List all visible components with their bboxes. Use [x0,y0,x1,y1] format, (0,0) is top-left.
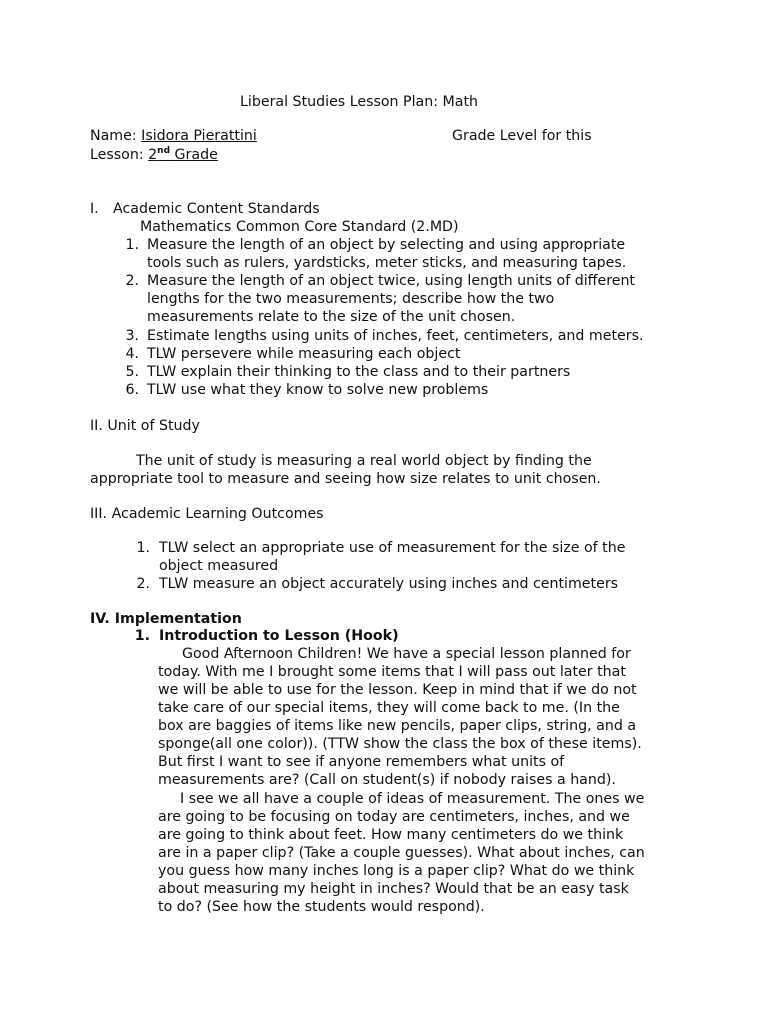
paragraph-line: sponge(all one color)). (TTW show the class the box of these items). [158,736,642,752]
section-1-heading: Academic Content Standards [113,201,320,217]
list-item-text: TLW measure an object accurately using inches and centimeters [159,576,619,592]
section-3-heading: III. Academic Learning Outcomes [90,506,324,522]
paragraph-line: measurements are? (Call on student(s) if nobody raises a hand). [158,772,616,788]
name-value: Isidora Pierattini [141,128,257,144]
grade-value-word: Grade [174,147,218,163]
subsection-number: 1. [134,628,150,644]
list-item-number: 5. [125,364,139,380]
paragraph-line: are going to think about feet. How many centimeters do we think [158,827,624,843]
paragraph-line: Good Afternoon Children! We have a special lesson planned for [182,646,631,662]
grade-level-label-cont: Lesson: [90,147,144,163]
grade-value [148,147,218,163]
list-item-text: object measured [159,558,279,574]
list-item-number: 1. [125,237,139,253]
list-item-text: tools such as rulers, yardsticks, meter sticks, and measuring tapes. [147,255,627,271]
list-item-text: Measure the length of an object by selecting and using appropriate [147,237,626,253]
list-item-text: Estimate lengths using units of inches, feet, centimeters, and meters. [147,328,644,344]
paragraph-line: are in a paper clip? (Take a couple guesses). What about inches, can [158,845,645,861]
list-item-text: TLW select an appropriate use of measurement for the size of the [159,540,626,556]
paragraph-line: we will be able to use for the lesson. Keep in mind that if we do not [158,682,637,698]
list-item-number: 2. [125,273,139,289]
list-item-text: TLW explain their thinking to the class and to their partners [147,364,571,380]
list-item-number: 6. [125,382,139,398]
section-1-subheading: Mathematics Common Core Standard (2.MD) [140,219,459,235]
paragraph-line: box are baggies of items like new pencils, paper clips, string, and a [158,718,637,734]
name-field [90,127,257,145]
list-item-number: 2. [136,576,150,592]
list-item-text: Measure the length of an object twice, using length units of different [147,273,635,289]
paragraph-line: take care of our special items, they will come back to me. (In the [158,700,620,716]
subsection-heading: Introduction to Lesson (Hook) [159,628,399,644]
list-item-number: 3. [125,328,139,344]
paragraph-line: I see we all have a couple of ideas of measurement. The ones we [180,791,645,807]
paragraph-line: appropriate tool to measure and seeing how size relates to unit chosen. [90,471,601,487]
list-item-text: measurements relate to the size of the unit chosen. [147,309,516,325]
list-item-number: 1. [136,540,150,556]
paragraph-line: about measuring my height in inches? Would that be an easy task [158,881,629,897]
list-item-text: TLW use what they know to solve new problems [147,382,489,398]
list-item-text: lengths for the two measurements; describe how the two [147,291,555,307]
grade-value-number: 2 [148,147,158,163]
list-item-text: TLW persevere while measuring each object [147,346,461,362]
grade-level-label: Grade Level for this [452,128,592,144]
paragraph-line: But first I want to see if anyone remembers what units of [158,754,565,770]
document-title: Liberal Studies Lesson Plan: Math [240,94,479,110]
paragraph-line: are going to be focusing on today are centimeters, inches, and we [158,809,630,825]
grade-field [90,146,218,164]
section-1-numeral: I. [90,201,99,217]
grade-value-suffix: nd [157,146,171,156]
paragraph-line: you guess how many inches long is a paper clip? What do we think [158,863,635,879]
section-4-heading: IV. Implementation [90,611,242,627]
list-item-number: 4. [125,346,139,362]
paragraph-line: today. With me I brought some items that I will pass out later that [158,664,626,680]
section-2-heading: II. Unit of Study [90,418,200,434]
name-label: Name: [90,128,137,144]
paragraph-line: to do? (See how the students would respond). [158,899,485,915]
paragraph-line: The unit of study is measuring a real world object by finding the [136,453,592,469]
